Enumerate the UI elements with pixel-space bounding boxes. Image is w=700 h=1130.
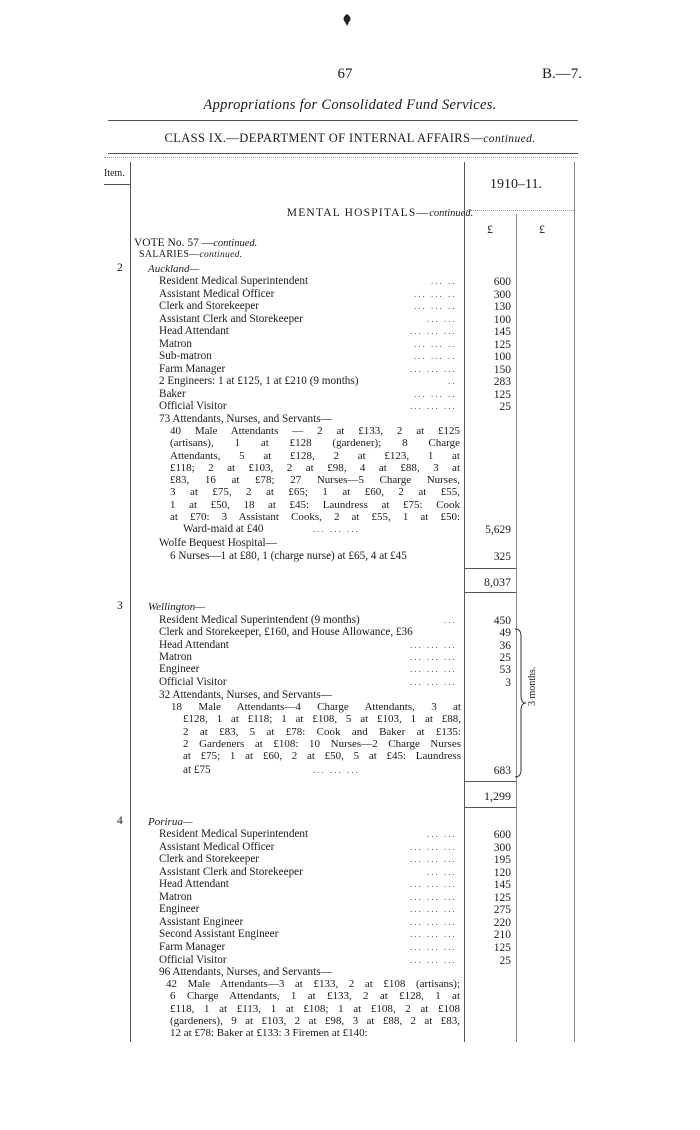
salary-amount: 25 — [499, 401, 511, 413]
salary-amount: 25 — [499, 954, 511, 967]
salary-label: Resident Medical Superintendent — [159, 275, 309, 287]
salary-row — [159, 853, 461, 865]
salary-row — [159, 841, 461, 853]
section-heading-continued: continued. — [429, 208, 474, 219]
leader-dots: ... ... ... — [410, 363, 457, 374]
salary-amount: 25 — [499, 651, 511, 664]
item-number: 3 — [117, 600, 123, 612]
salary-row — [159, 363, 461, 375]
attendants-details — [171, 701, 461, 762]
salary-row — [159, 676, 461, 688]
attendants-line: £118, 1 at £113, 1 at £108; 1 at £108, 2 at £108 — [170, 1002, 460, 1015]
item-number: 2 — [117, 262, 123, 274]
salary-amount: 600 — [493, 829, 511, 841]
salary-row — [159, 928, 461, 940]
attendants-heading: 32 Attendants, Nurses, and Servants— — [159, 689, 332, 701]
salary-row — [159, 903, 461, 915]
salary-row — [159, 288, 461, 300]
vote-heading-text: VOTE No. 57 — — [134, 237, 214, 249]
attendants-line: (gardeners), 9 at £103, 2 at £98, 3 at £88, 2 at £83, — [170, 1014, 460, 1027]
salary-amount: 145 — [493, 879, 511, 892]
salary-row — [159, 275, 461, 287]
leader-dots: ... ... ... — [410, 941, 457, 952]
leader-dots: ... ... — [427, 866, 457, 877]
class-heading-text: CLASS IX.—DEPARTMENT OF INTERNAL AFFAIRS— — [164, 131, 484, 145]
salary-label: Baker — [159, 387, 186, 400]
salary-label: Assistant Medical Officer — [159, 287, 275, 300]
salary-amount: 195 — [493, 854, 511, 867]
attendants-line: 1 at £50, 18 at £45: Laundress at £75: Cook — [170, 498, 460, 511]
attendants-line: at £70: 3 Assistant Cooks, 2 at £55, 1 at £50: — [170, 510, 460, 523]
leader-dots: ... .. — [431, 276, 457, 286]
attendants-line: at £75; 1 at £60, 2 at £50, 5 at £45: Laundress — [183, 750, 461, 762]
attendants-line: 40 Male Attendants — 2 at £133, 2 at £125 — [170, 425, 460, 437]
leader-dots: ... ... — [427, 313, 457, 324]
leader-dots: ... ... .. — [414, 351, 457, 361]
salary-row — [159, 626, 461, 638]
salary-label: Official Visitor — [159, 675, 227, 688]
salary-row — [159, 338, 461, 350]
salary-amount: 300 — [493, 841, 511, 854]
vote-heading-continued: continued. — [213, 238, 258, 249]
section-heading-text: MENTAL HOSPITALS— — [286, 207, 430, 219]
attendants-line: 2 at £83, 5 at £78: Cook and Baker at £135: — [183, 725, 461, 738]
salary-amount: 145 — [493, 326, 511, 338]
subtotal-rule — [464, 781, 516, 782]
leader-dots: ... ... ... — [410, 891, 457, 902]
attendants-line: 18 Male Attendants—4 Charge Attendants, 3 at — [171, 701, 461, 713]
item-column-header: Item. — [104, 168, 125, 179]
attendants-heading: 73 Attendants, Nurses, and Servants— — [159, 413, 332, 425]
year-column-header: 1910–11. — [490, 177, 542, 192]
leader-dots: ... ... ... — [410, 651, 457, 662]
salary-label: Resident Medical Superintendent — [159, 828, 309, 840]
leader-dots: ... ... ... — [410, 401, 457, 411]
wolfe-amount: 325 — [493, 551, 511, 563]
leader-dots: ... ... ... — [313, 765, 360, 775]
amount-column-rule-left — [464, 162, 465, 1042]
salary-amount: 3 — [505, 676, 511, 689]
salary-row — [159, 828, 461, 840]
leader-dots: ... ... ... — [410, 639, 457, 650]
salary-label: Head Attendant — [159, 638, 229, 651]
leader-dots: .. — [448, 376, 457, 386]
attendants-line: 42 Male Attendants—3 at £133, 2 at £108 (artisans); — [166, 978, 460, 990]
class-heading-continued: continued. — [483, 133, 536, 145]
salary-amount: 125 — [493, 891, 511, 904]
attendants-line: 12 at £78: Baker at £133: 3 Firemen at £140: — [170, 1027, 368, 1039]
leader-dots: ... ... ... — [410, 676, 457, 687]
leader-dots: ... ... ... — [410, 841, 457, 852]
salary-amount: 53 — [499, 664, 511, 677]
amount-column-rule-right — [574, 162, 575, 1042]
attendants-last-line — [183, 523, 461, 535]
salaries-heading-continued: continued. — [199, 250, 243, 260]
salary-row — [159, 916, 461, 928]
salary-label: Farm Manager — [159, 940, 226, 953]
salary-label: Assistant Clerk and Storekeeper — [159, 865, 303, 878]
salary-amount: 150 — [493, 363, 511, 376]
salary-amount: 36 — [499, 639, 511, 652]
page-title: Appropriations for Consolidated Fund Services. — [203, 97, 497, 113]
leader-dots: ... ... ... — [410, 854, 457, 865]
salary-label: Assistant Clerk and Storekeeper — [159, 312, 303, 325]
leader-dots: ... ... .. — [414, 288, 457, 299]
subtotal-rule — [464, 592, 516, 593]
salary-row — [159, 891, 461, 903]
salary-row — [159, 651, 461, 663]
attendants-last-label: Ward-maid at £40 — [183, 523, 264, 535]
wolfe-heading: Wolfe Bequest Hospital— — [159, 537, 277, 549]
salary-row — [159, 941, 461, 953]
attendants-line: 6 Charge Attendants, 1 at £133, 2 at £128, 1 at — [170, 990, 460, 1003]
salary-amount: 210 — [493, 929, 511, 942]
salary-amount: 275 — [493, 904, 511, 917]
printer-ornament — [342, 14, 352, 26]
salary-amount: 125 — [493, 941, 511, 954]
salary-label: Matron — [159, 890, 192, 903]
item-number: 4 — [117, 815, 123, 827]
salary-amount: 600 — [493, 276, 511, 288]
attendants-line: £128, 1 at £118; 1 at £108, 5 at £103, 1 at £88, — [183, 713, 461, 726]
attendants-line: 3 at £75, 2 at £65; 1 at £60, 2 at £55, — [170, 486, 460, 499]
leader-dots: ... ... .. — [414, 338, 457, 349]
subtotal-rule — [464, 568, 516, 569]
leader-dots: ... ... .. — [414, 301, 457, 311]
class-rule-top — [108, 153, 578, 154]
bracket-brace — [514, 628, 528, 778]
salary-label: Farm Manager — [159, 362, 226, 375]
attendants-line: 2 Gardeners at £108: 10 Nurses—2 Charge Nurses — [183, 737, 461, 750]
months-note: 3 months. — [527, 666, 538, 706]
salaries-heading-text: SALARIES— — [139, 249, 200, 260]
salary-label: Clerk and Storekeeper — [159, 853, 260, 866]
salary-amount: 220 — [493, 916, 511, 929]
salary-label: Head Attendant — [159, 878, 229, 891]
salary-label: Sub-matron — [159, 350, 212, 362]
salary-row — [159, 375, 461, 387]
leader-dots: ... — [444, 615, 457, 625]
salary-label: Matron — [159, 337, 192, 350]
attendants-last-label: at £75 — [183, 764, 211, 776]
salary-label: 2 Engineers: 1 at £125, 1 at £210 (9 months) — [159, 375, 359, 387]
salary-amount: 283 — [493, 376, 511, 388]
salary-label: Second Assistant Engineer — [159, 928, 279, 941]
attendants-line: £118; 2 at £103, 2 at £98, 4 at £88, 3 at — [170, 461, 460, 474]
auckland-total: 8,037 — [484, 575, 511, 589]
salary-label: Official Visitor — [159, 953, 227, 966]
salary-row — [159, 866, 461, 878]
salary-row — [159, 614, 461, 626]
attendants-heading: 96 Attendants, Nurses, and Servants— — [159, 966, 332, 978]
salary-row — [159, 663, 461, 675]
salaries-heading — [139, 249, 242, 260]
attendants-last-line — [183, 764, 461, 776]
section-heading — [0, 207, 700, 219]
salary-amount: 450 — [493, 615, 511, 627]
salary-amount: 100 — [493, 351, 511, 363]
wolfe-line: 6 Nurses—1 at £80, 1 (charge nurse) at £65, 4 at £45 — [170, 550, 407, 562]
salary-row — [159, 313, 461, 325]
leader-dots: ... ... ... — [410, 664, 457, 675]
leader-dots: ... ... .. — [414, 388, 457, 399]
salary-amount: 49 — [499, 627, 511, 640]
leader-dots: ... ... ... — [410, 326, 457, 336]
salary-label: Head Attendant — [159, 325, 229, 337]
salary-amount: 125 — [493, 338, 511, 351]
attendants-amount: 683 — [493, 765, 511, 777]
hospital-name: Porirua— — [148, 816, 193, 828]
salary-amount: 120 — [493, 866, 511, 879]
leader-dots: ... ... ... — [410, 904, 457, 915]
salary-row — [159, 300, 461, 312]
salary-amount: 130 — [493, 301, 511, 313]
leader-dots: ... ... ... — [313, 524, 360, 534]
attendants-line: Attendants, 5 at £128, 2 at £123, 1 at — [170, 449, 460, 462]
item-header-rule — [104, 184, 130, 185]
attendants-details — [166, 978, 460, 1039]
attendants-line: (artisans), 1 at £128 (gardener); 8 Charge — [170, 437, 460, 450]
salary-label: Assistant Engineer — [159, 915, 244, 928]
salary-row — [159, 878, 461, 890]
wellington-total: 1,299 — [484, 789, 511, 803]
leader-dots: ... ... ... — [410, 929, 457, 940]
salary-amount: 300 — [493, 288, 511, 301]
salary-row — [159, 400, 461, 412]
class-heading — [0, 131, 700, 146]
attendants-amount: 5,629 — [485, 524, 511, 536]
attendants-line: £83, 16 at £78; 27 Nurses—5 Charge Nurses, — [170, 474, 460, 486]
salary-label: Clerk and Storekeeper — [159, 300, 260, 312]
vote-heading — [134, 237, 257, 249]
hospital-name: Wellington— — [148, 601, 206, 613]
salary-row — [159, 639, 461, 651]
salary-row — [159, 388, 461, 400]
class-rule-bottom — [104, 157, 578, 158]
pound-symbol-totals: £ — [539, 222, 545, 236]
document-reference: B.—7. — [541, 66, 582, 82]
salary-label: Official Visitor — [159, 400, 227, 412]
salary-row — [159, 350, 461, 362]
pound-symbol-details: £ — [487, 222, 493, 236]
leader-dots: ... ... ... — [410, 954, 457, 965]
attendants-details — [170, 425, 460, 523]
salary-label: Assistant Medical Officer — [159, 840, 275, 853]
subtotal-rule — [464, 807, 516, 808]
salary-label: Engineer — [159, 903, 200, 916]
item-column-rule — [130, 162, 131, 1042]
hospital-name: Auckland— — [148, 263, 200, 275]
salary-amount: 100 — [493, 313, 511, 326]
salary-label: Matron — [159, 650, 192, 663]
salary-row — [159, 954, 461, 966]
salary-row — [159, 325, 461, 337]
leader-dots: ... ... ... — [410, 879, 457, 890]
leader-dots: ... ... ... — [410, 916, 457, 927]
salary-amount: 125 — [493, 388, 511, 401]
title-rule — [108, 120, 578, 121]
page-number: 67 — [337, 66, 353, 82]
salary-label: Engineer — [159, 663, 200, 676]
salary-label: Resident Medical Superintendent (9 months) — [159, 614, 360, 626]
salary-label: Clerk and Storekeeper, £160, and House Allowance, £36 — [159, 626, 413, 639]
leader-dots: ... ... — [427, 829, 457, 839]
